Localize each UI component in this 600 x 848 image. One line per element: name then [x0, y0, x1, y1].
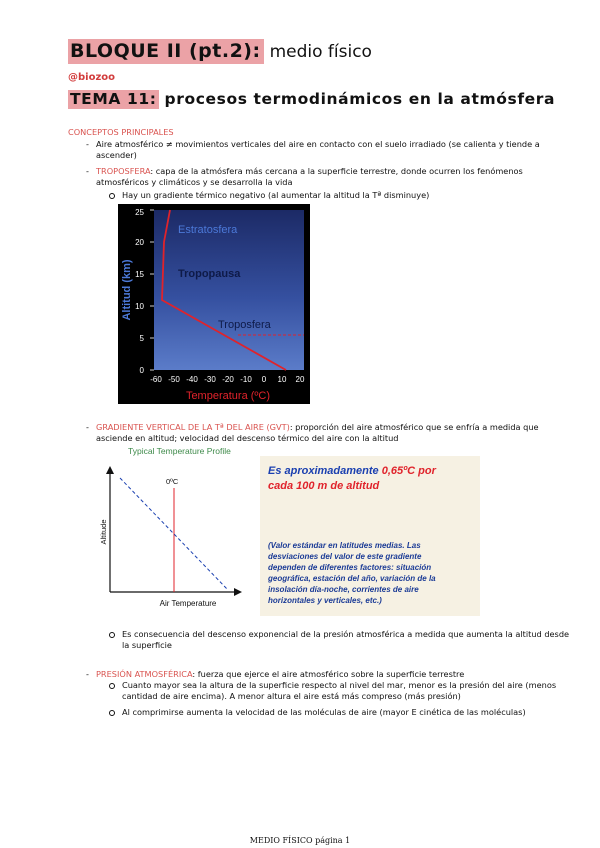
page-title [68, 40, 372, 62]
x-tick: -20 [222, 375, 234, 384]
y-tick: 0 [139, 366, 144, 375]
list-item-text: : fuerza que ejerce el aire atmosférico sobre la superficie terrestre [192, 669, 465, 679]
list-item-aire [96, 139, 576, 161]
page-footer: MEDIO FÍSICO página 1 [249, 836, 351, 845]
section-title: CONCEPTOS PRINCIPALES [68, 127, 174, 137]
note-line: desviaciones del valor de este gradiente [268, 552, 422, 561]
headline-value: 0,65ºC por [381, 465, 436, 477]
topic-name: procesos termodinámicos en la atmósfera [164, 90, 556, 108]
list-item-presion [96, 669, 576, 680]
bullet-icon [109, 683, 115, 689]
y-axis-label: Altitude [99, 519, 108, 545]
list-item-text: cantidad de aire encima). A menor altura el aire está más compreso (más presión) [122, 691, 461, 701]
topic-title [68, 90, 555, 108]
y-tick: 15 [135, 270, 144, 279]
list-item-text: asciende en altitud; velocidad del descenso térmico del aire con la altitud [96, 433, 399, 443]
zero-celsius-label: 0ºC [166, 477, 179, 486]
list-dash: - [86, 166, 89, 176]
term-troposfera: TROPOSFERA [96, 166, 151, 176]
note-line: (Valor estándar en latitudes medias. Las [268, 541, 421, 550]
list-item-troposfera [96, 166, 576, 188]
label-estratosfera: Estratosfera [178, 224, 238, 236]
list-item-gvt [96, 422, 576, 444]
block-title: BLOQUE II (pt.2): [68, 39, 264, 64]
y-axis-label: Altitud (km) [121, 259, 133, 321]
author-handle: @biozoo [68, 72, 116, 83]
headline-line-1 [268, 465, 437, 477]
x-axis-label: Air Temperature [159, 599, 217, 608]
y-tick: 20 [135, 238, 144, 247]
altitude-temperature-chart [118, 204, 310, 404]
note-line: insolación día-noche, corrientes de aire [268, 585, 419, 594]
list-item-text: atmosféricos y climáticos y se desarrolla la vida [96, 177, 293, 187]
headline-part: Es aproximadamente [268, 465, 382, 477]
sub-item-gradiente: Hay un gradiente térmico negativo (al aumentar la altitud la Tª disminuye) [122, 190, 430, 200]
list-dash: - [86, 669, 89, 679]
y-tick: 10 [135, 302, 144, 311]
list-item-text: Cuanto mayor sea la altura de la superficie respecto al nivel del mar, menor es la presión del aire (menos [122, 680, 557, 690]
typical-temperature-profile-figure [96, 444, 480, 616]
x-axis-label: Temperatura (ºC) [185, 390, 271, 402]
x-tick: -50 [168, 375, 180, 384]
term-gvt: GRADIENTE VERTICAL DE LA Tª DEL AIRE (GVT) [96, 422, 290, 432]
sub-item-presion-altura [122, 680, 592, 702]
label-tropopausa: Tropopausa [178, 268, 241, 280]
block-subtitle: medio físico [269, 42, 372, 62]
term-presion: PRESIÓN ATMOSFÉRICA [96, 669, 193, 679]
x-tick: -60 [150, 375, 162, 384]
list-item-text: : capa de la atmósfera más cercana a la superficie terrestre, donde ocurren los fenómenos [150, 166, 523, 176]
x-tick: -10 [240, 375, 252, 384]
x-tick: 20 [295, 375, 305, 384]
list-item-text: ascender) [96, 150, 137, 160]
bullet-icon [109, 632, 115, 638]
sub-item-presion-moleculas: Al comprimirse aumenta la velocidad de las moléculas de aire (mayor E cinética de las moléculas) [122, 707, 526, 717]
x-tick: -30 [204, 375, 216, 384]
bullet-icon [109, 193, 115, 199]
x-tick: 10 [277, 375, 287, 384]
topic-number: TEMA 11: [70, 90, 157, 108]
list-item-text: : proporción del aire atmosférico que se enfría a medida que [289, 422, 539, 432]
note-line: geográfica, estación del año, variación de la [268, 574, 436, 583]
list-dash: - [86, 139, 89, 149]
headline-line-2: cada 100 m de altitud [268, 480, 380, 492]
list-dash: - [86, 422, 89, 432]
bullet-icon [109, 710, 115, 716]
label-troposfera: Troposfera [218, 319, 271, 331]
figure-title: Typical Temperature Profile [128, 446, 231, 456]
x-tick: -40 [186, 375, 198, 384]
y-tick: 5 [139, 334, 144, 343]
x-tick: 0 [261, 375, 267, 384]
y-tick: 25 [135, 208, 144, 217]
list-item-text: la superficie [122, 640, 172, 650]
sub-item-gvt-cause [122, 629, 592, 651]
note-line: horizontales y verticales, etc.) [268, 596, 382, 605]
note-line: dependen de diferentes factores: situación [268, 563, 432, 572]
list-item-text: Aire atmosférico ≠ movimientos verticales del aire en contacto con el suelo irradiado (se calienta y tiende a [96, 139, 540, 149]
list-item-text: Es consecuencia del descenso exponencial de la presión atmosférica a medida que aumenta la altitud desde [122, 629, 570, 639]
